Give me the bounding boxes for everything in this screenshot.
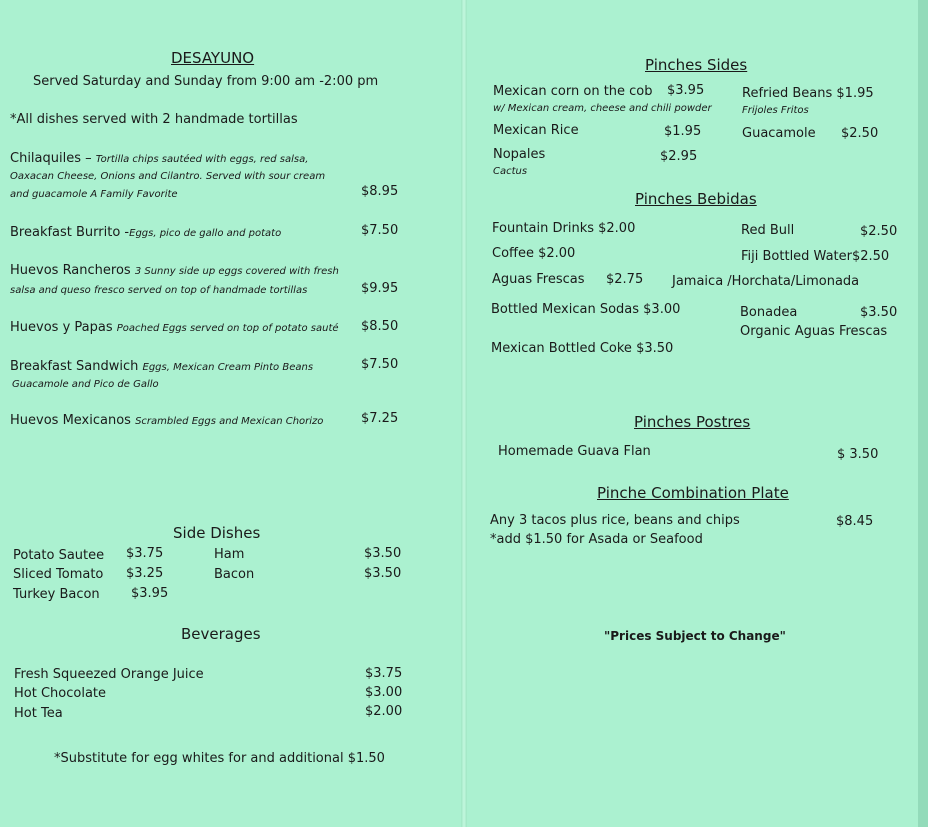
bebida-coffee: Coffee $2.00 [492,246,576,261]
side-beans-price: $1.95 [836,86,874,101]
combo-line-2: *add $1.50 for Asada or Seafood [490,532,703,547]
item-desc: 3 Sunny side up eggs covered with fresh [134,266,339,277]
side-beans-desc: Frijoles Fritos [742,105,809,116]
bebida-aguas-flavors: Jamaica /Horchata/Limonada [672,274,860,289]
item-name: Huevos y Papas [10,320,117,335]
side-item-price: $3.75 [126,546,164,561]
beverage-price: $3.75 [365,666,403,681]
menu-item [10,225,281,242]
item-desc: Guacamole and Pico de Gallo [12,379,159,390]
side-item-price: $3.50 [364,566,402,581]
price-change-notice: "Prices Subject to Change" [604,629,786,643]
item-desc: Oaxacan Cheese, Onions and Cilantro. Served with sour cream [10,171,326,182]
side-beans [742,86,874,102]
side-guac: Guacamole [742,126,816,141]
side-item-price: $3.50 [364,546,402,561]
side-nopales-desc: Cactus [493,166,528,177]
item-price: $7.25 [361,411,399,426]
pinches-sides-title: Pinches Sides [645,56,748,74]
combo-line-1: Any 3 tacos plus rice, beans and chips [490,513,740,528]
side-corn-desc: w/ Mexican cream, cheese and chili powder [493,103,712,114]
item-desc: salsa and queso fresco served on top of handmade tortillas [10,285,308,296]
item-name: Breakfast Burrito - [10,225,130,240]
side-corn: Mexican corn on the cob [493,84,653,99]
menu-item [10,413,323,430]
side-item-name: Potato Sautee [13,548,105,563]
side-nopales: Nopales [493,147,546,162]
item-desc: Eggs, Mexican Cream Pinto Beans [142,362,314,373]
desayuno-hours: Served Saturday and Sunday from 9:00 am -2:00 pm [33,74,379,89]
side-nopales-price: $2.95 [660,149,698,164]
side-rice: Mexican Rice [493,123,579,138]
item-desc: Poached Eggs served on top of potato sauté [116,323,339,334]
bebida-aguas-price: $2.75 [606,272,644,287]
pinches-bebidas-title: Pinches Bebidas [635,190,757,208]
item-desc: Scrambled Eggs and Mexican Chorizo [135,416,324,427]
desayuno-title: DESAYUNO [171,49,255,67]
side-guac-price: $2.50 [841,126,879,141]
side-item-name: Turkey Bacon [13,587,100,602]
postre-name: Homemade Guava Flan [498,444,651,459]
side-item-name: Ham [214,547,245,562]
beverage-name: Hot Chocolate [14,686,107,701]
bebida-aguas: Aguas Frescas [492,272,585,287]
menu-item [10,151,308,168]
side-item-price: $3.25 [126,566,164,581]
menu-item [10,359,313,376]
item-price: $8.95 [361,184,399,199]
bebida-bonadea-desc: Organic Aguas Frescas [740,324,888,339]
item-name: Huevos Rancheros [10,263,135,278]
menu-item [10,263,339,280]
item-price: $8.50 [361,319,399,334]
pinches-postres-title: Pinches Postres [634,413,751,431]
side-rice-price: $1.95 [664,124,702,139]
postre-price: $ 3.50 [837,447,879,462]
item-desc: Tortilla chips sautéed with eggs, red salsa, [95,154,309,165]
side-beans-name: Refried Beans [742,86,833,101]
side-item-name: Bacon [214,567,255,582]
center-fold [461,0,467,827]
beverage-price: $3.00 [365,685,403,700]
bebida-bonadea-price: $3.50 [860,305,898,320]
item-desc: and guacamole A Family Favorite [10,189,178,200]
bebida-sodas: Bottled Mexican Sodas $3.00 [491,302,681,317]
item-price: $9.95 [361,281,399,296]
item-price: $7.50 [361,223,399,238]
paper-edge [918,0,928,827]
beverage-price: $2.00 [365,704,403,719]
item-name: Breakfast Sandwich [10,359,143,374]
bebida-bonadea: Bonadea [740,305,798,320]
item-name: Huevos Mexicanos [10,413,136,428]
bebida-fountain: Fountain Drinks $2.00 [492,221,636,236]
beverage-name: Hot Tea [14,706,63,721]
desayuno-note: *All dishes served with 2 handmade tortillas [10,112,298,127]
menu-item [10,320,339,337]
side-corn-price: $3.95 [667,83,705,98]
combination-plate-title: Pinche Combination Plate [597,484,789,502]
item-name: Chilaquiles – [10,151,96,166]
side-dishes-title: Side Dishes [173,524,261,542]
side-item-price: $3.95 [131,586,169,601]
bebida-redbull: Red Bull [741,223,795,238]
side-item-name: Sliced Tomato [13,567,104,582]
beverage-name: Fresh Squeezed Orange Juice [14,667,204,682]
bebida-redbull-price: $2.50 [860,224,898,239]
beverages-title: Beverages [181,625,261,643]
item-desc: Eggs, pico de gallo and potato [129,228,282,239]
bebida-fiji: Fiji Bottled Water$2.50 [741,249,890,264]
bebida-coke: Mexican Bottled Coke $3.50 [491,341,674,356]
item-price: $7.50 [361,357,399,372]
egg-white-note: *Substitute for egg whites for and additional $1.50 [54,751,385,766]
combo-price: $8.45 [836,514,874,529]
